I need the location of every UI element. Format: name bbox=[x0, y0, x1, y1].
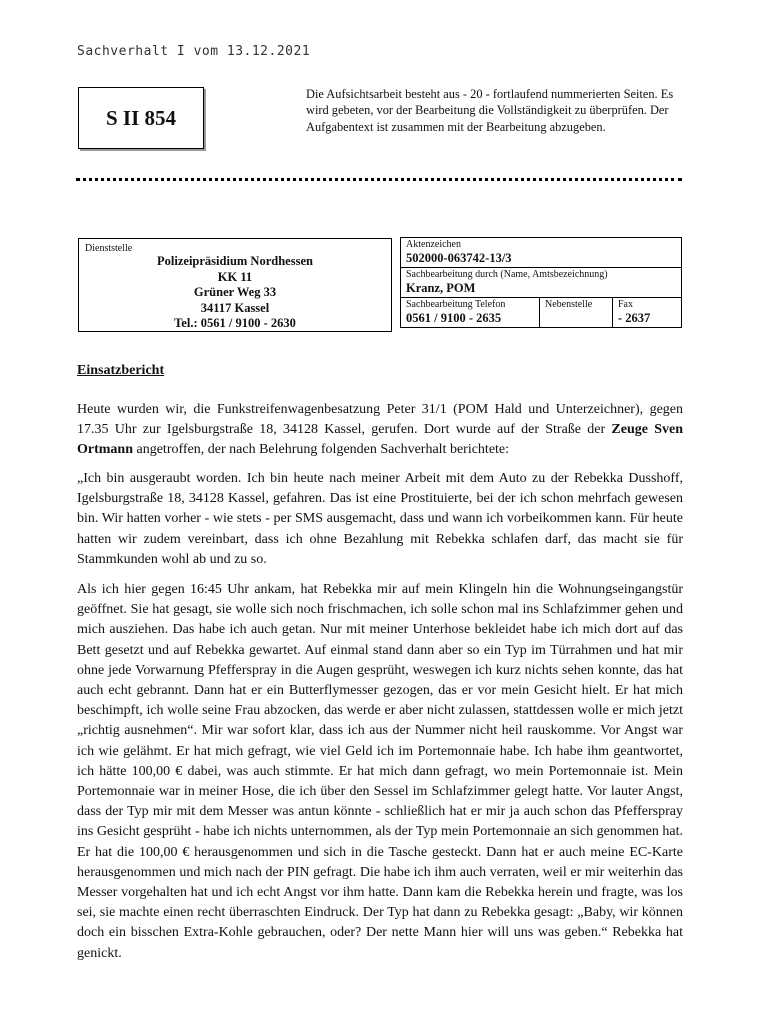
telefon-value: 0561 / 9100 - 2635 bbox=[406, 311, 502, 325]
office-name: Polizeipräsidium Nordhessen bbox=[157, 254, 313, 268]
report-paragraph-incident: Als ich hier gegen 16:45 Uhr ankam, hat Rebekka mir auf mein Klingeln hin die Wohnungseingangstür geöffnet. Sie hat gesagt, sie wolle sich noch frischmachen, ich solle schon mal ins Schlafzimmer gehen und mich ausziehen. Das habe ich auch getan. Nur mit meiner Unterhose bekleidet habe ich mich dort auf das Bett gesetzt und auf Rebekka gewartet. Auf einmal stand dann aber so ein Typ im Türrahmen und hat mir ohne jede Vorwarnung Pfefferspray in die Augen gesprüht, weswegen ich kurz nichts sehen konnte, das hat auch echt gebrannt. Dann hat er ein Butterflymesser gezogen, das er vor mein Gesicht hielt. Er hat mich beschimpft, ich wolle seine Frau abzocken, das werde er aber nicht zulassen, stattdessen wolle er mich jetzt „richtig ausnehmen“. Mir war sofort klar, dass ich aus der Nummer nicht heil rauskomme. Vor Angst war ich wie gelähmt. Er hat mich gefragt, wie viel Geld ich im Portemonnaie habe. Ich habe ihm geantwortet, ich hätte 100,00 € dabei, was auch stimmte. Er hat mich dann gefragt, wo mein Portemonnaie ist. Mein Portemonnaie war in meiner Hose, die ich über den Sessel im Schlafzimmer gelegt hatte. Vor lauter Angst, dass der Typ mir mit dem Messer was antun könnte - schließlich hat er mir ja auch schon das Pfefferspray ins Gesicht gesprüht - habe ich nichts unternommen, als der Typ mein Portemonnaie an sich genommen hat. Er hat die 100,00 € herausgenommen und sich in die Tasche gesteckt. Dann hat er auch meine EC-Karte herausgenommen und mich nach der PIN gefragt. Die habe ich ihm auch verraten, weil er mir weiterhin das Messer vorgehalten hat und ich echt Angst vor ihm hatte. Dann kam die Rebekka herein und fragte, was los sei, sie machte einen recht überraschten Eindruck. Der Typ hat dann zu Rebekka gesagt: „Baby, wir können doch ein bisschen Extra-Kohle gebrauchen, oder? Der nette Mann hier will uns was geben.“ Rebekka hat genickt. bbox=[77, 582, 683, 961]
report-paragraph-intro bbox=[77, 400, 683, 461]
fax-label: Fax bbox=[618, 299, 633, 310]
sachbearbeitung-cell bbox=[401, 268, 682, 298]
office-box bbox=[78, 238, 392, 332]
document-header-line: Sachverhalt I vom 13.12.2021 bbox=[77, 44, 311, 59]
office-street: Grüner Weg 33 bbox=[193, 285, 277, 299]
witness-name: Zeuge Sven Ortmann bbox=[77, 422, 683, 458]
office-address bbox=[79, 254, 391, 332]
paragraph-text: Heute wurden wir, die Funkstreifenwagenbesatzung Peter 31/1 (POM Hald und Unterzeichner), gegen 17.35 Uhr zur Igelsburgstraße 18, 34128 Kassel, gerufen. Dort wurde auf der Straße der bbox=[77, 402, 683, 438]
office-city: 34117 Kassel bbox=[200, 300, 270, 315]
nebenstelle-cell bbox=[540, 298, 613, 328]
report-paragraph-statement: „Ich bin ausgeraubt worden. Ich bin heute nach meiner Arbeit mit dem Auto zu der Rebekka Dusshoff, Igelsburgstraße 18, 34128 Kassel, gefahren. Das ist eine Prostituierte, bei der ich schon mehrfach gewesen bin. Wir hatten vorher - wie stets - per SMS ausgemacht, dass und wann ich vorbeikommen kann. Für heute hatten wir zudem vereinbart, dass ich ohne Bezahlung mit Rebekka schlafen darf, das macht sie für Stammkunden wohl ab und zu so. bbox=[77, 471, 683, 567]
aktenzeichen-label: Aktenzeichen bbox=[406, 239, 461, 250]
office-label: Dienststelle bbox=[85, 243, 133, 254]
report-title: Einsatzbericht bbox=[77, 363, 165, 378]
office-phone: Tel.: 0561 / 9100 - 2630 bbox=[174, 316, 296, 330]
paragraph-text: angetroffen, der nach Belehrung folgenden Sachverhalt berichtete: bbox=[133, 442, 510, 458]
sachbearbeitung-value: Kranz, POM bbox=[406, 281, 476, 295]
sachbearbeitung-label: Sachbearbeitung durch (Name, Amtsbezeichnung) bbox=[406, 269, 608, 280]
intro-notice: Die Aufsichtsarbeit besteht aus - 20 - fortlaufend nummerierten Seiten. Es wird gebeten, vor der Bearbeitung die Vollständigkeit zu überprüfen. Der Aufgabentext ist zusammen mit der Bearbeitung abzugeben. bbox=[306, 87, 674, 134]
aktenzeichen-value: 502000-063742-13/3 bbox=[406, 251, 512, 265]
reference-table bbox=[400, 237, 682, 328]
dotted-separator bbox=[76, 178, 682, 181]
telefon-label: Sachbearbeitung Telefon bbox=[406, 299, 506, 310]
nebenstelle-label: Nebenstelle bbox=[545, 299, 593, 310]
fax-value: - 2637 bbox=[618, 311, 651, 325]
fax-cell bbox=[613, 298, 682, 328]
aktenzeichen-cell bbox=[401, 238, 682, 268]
telefon-cell bbox=[401, 298, 540, 328]
exam-code-box bbox=[78, 87, 204, 149]
exam-code: S II 854 bbox=[105, 105, 177, 130]
office-unit: KK 11 bbox=[217, 269, 253, 284]
